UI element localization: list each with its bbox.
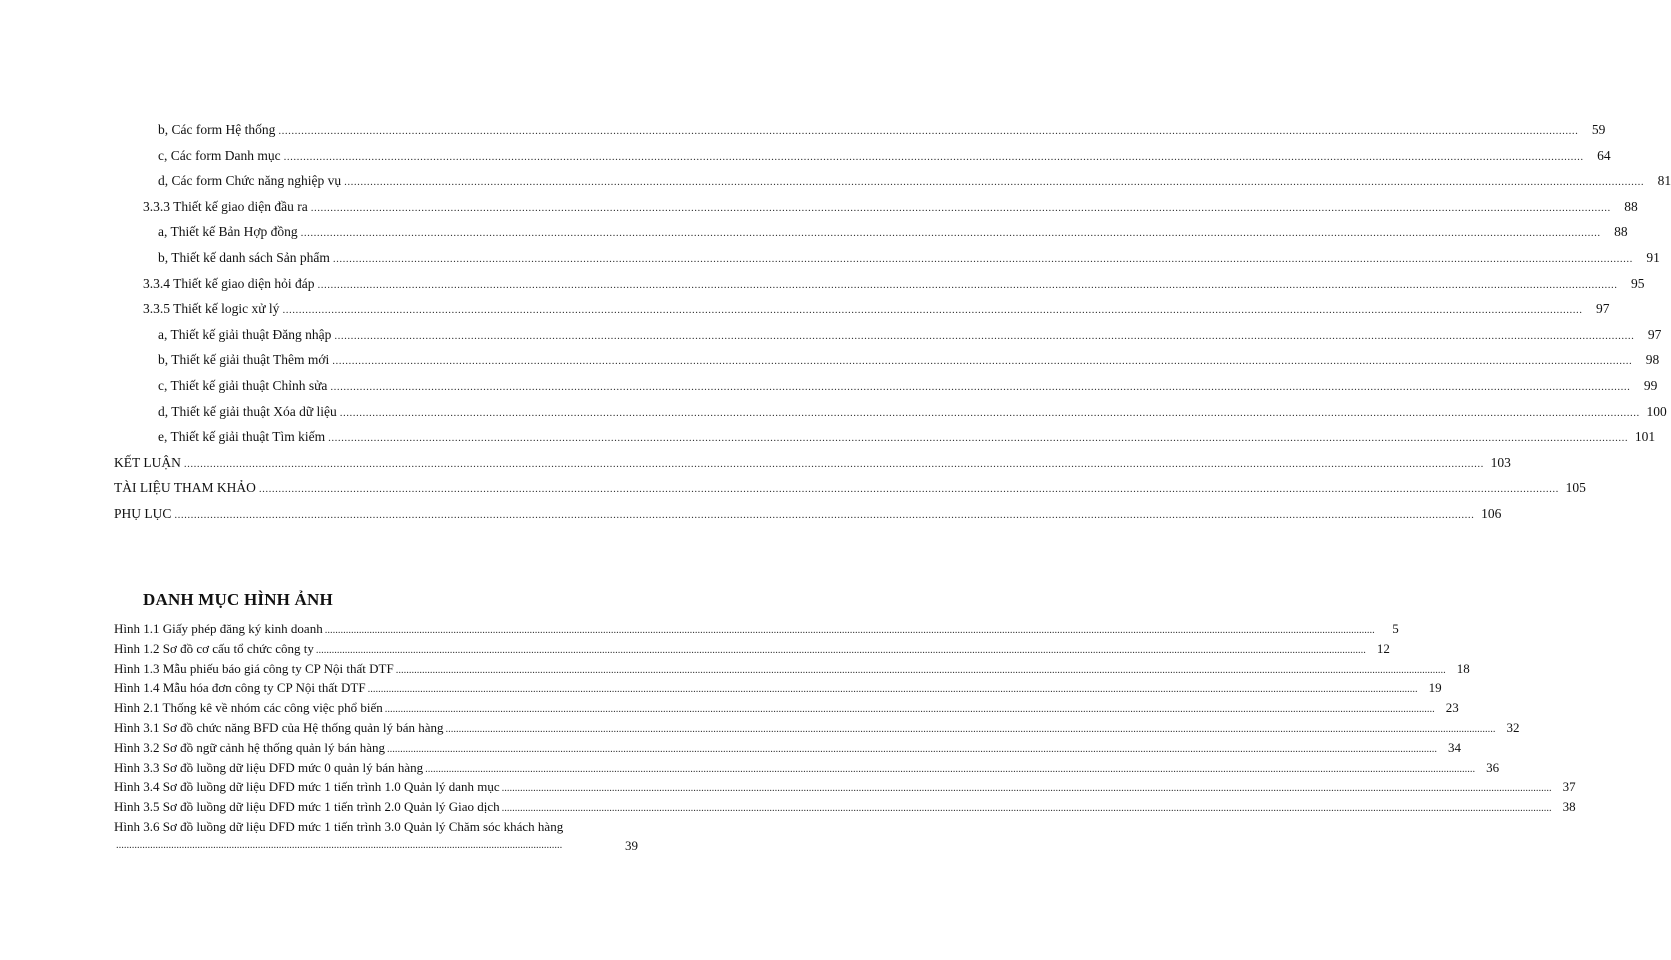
figure-entry-label: Hình 3.2 Sơ đồ ngữ cảnh hệ thống quản lý bán hàng xyxy=(114,739,385,755)
toc-entry-label: c, Thiết kế giải thuật Chỉnh sửa xyxy=(158,378,328,393)
leader-dots: ................................................................................................................................................................................................................................................................................................................................................................................................................ xyxy=(258,483,1559,496)
toc-entry-label: b, Thiết kế danh sách Sản phẩm xyxy=(158,250,330,265)
figure-entry[interactable] xyxy=(114,759,1500,779)
toc-entry-label: PHỤ LỤC xyxy=(114,506,172,521)
toc-entry-page: 100 xyxy=(1646,403,1667,419)
toc-entry[interactable] xyxy=(158,172,1671,191)
toc-entry-page: 103 xyxy=(1490,454,1511,470)
figure-entry[interactable] xyxy=(114,778,1576,798)
toc-entry-label: d, Các form Chức năng nghiệp vụ xyxy=(158,173,342,189)
figure-entry-page: 37 xyxy=(1562,779,1576,795)
toc-entry-label: e, Thiết kế giải thuật Tìm kiếm xyxy=(158,429,326,445)
toc-entry-label: a, Thiết kế Bản Hợp đồng xyxy=(158,224,298,240)
figure-entry-page: 32 xyxy=(1506,720,1520,735)
figure-entry-label: Hình 3.1 Sơ đồ chức năng BFD của Hệ thống quản lý bán hàng xyxy=(114,720,444,735)
figure-entry-label: Hình 3.6 Sơ đồ luồng dữ liệu DFD mức 1 tiến trình 3.0 Quản lý Chăm sóc khách hàng xyxy=(114,819,564,834)
leader-dots: ................................................................................................................................................................................................................................................................................................................................................................................................................ xyxy=(183,457,1484,470)
toc-entry-label: a, Thiết kế giải thuật Đăng nhập xyxy=(158,326,332,342)
figure-entry-page: 12 xyxy=(1376,640,1390,656)
toc-entry[interactable] xyxy=(158,121,1606,140)
toc-entry[interactable] xyxy=(114,454,1511,473)
figure-entry-page: 38 xyxy=(1562,799,1576,815)
figure-entry[interactable] xyxy=(114,798,1576,818)
leader-dots: ................................................................................................................................................................................................................................................................................................................................................................................................................ xyxy=(317,278,1618,291)
figure-entry-last-line2[interactable] xyxy=(114,837,638,855)
toc-entry[interactable] xyxy=(143,300,1610,319)
toc-entry[interactable] xyxy=(158,377,1658,396)
figure-entry-label: Hình 3.5 Sơ đồ luồng dữ liệu DFD mức 1 tiến trình 2.0 Quản lý Giao dịch xyxy=(114,799,500,815)
figure-entry-label: Hình 1.2 Sơ đồ cơ cấu tổ chức công ty xyxy=(114,640,314,656)
figure-entry-page: 18 xyxy=(1456,660,1470,676)
toc-entry-label: c, Các form Danh mục xyxy=(158,147,281,163)
toc-entry[interactable] xyxy=(158,147,1611,166)
figure-entry[interactable] xyxy=(114,719,1520,739)
leader-dots: ................................................................................................................................................................................................................................................................................................................................................................................................................ xyxy=(367,684,1418,696)
toc-entry-label: 3.3.5 Thiết kế logic xử lý xyxy=(143,301,280,317)
toc-entry-label: 3.3.4 Thiết kế giao diện hỏi đáp xyxy=(143,275,315,291)
toc-entry-label: KẾT LUẬN xyxy=(114,454,181,470)
leader-dots: ................................................................................................................................................................................................................................................................................................................................................................................................................ xyxy=(315,644,1366,656)
leader-dots: ................................................................................................................................................................................................................................................................................................................................................................................................................ xyxy=(344,176,1645,189)
toc-entry[interactable] xyxy=(158,223,1628,242)
toc-entry-page: 97 xyxy=(1595,301,1610,317)
figure-entry-last-line1[interactable] xyxy=(114,818,638,836)
figure-entry[interactable] xyxy=(114,660,1470,680)
toc-entry-label: TÀI LIỆU THAM KHẢO xyxy=(114,480,256,496)
figure-entry[interactable] xyxy=(114,699,1459,719)
leader-dots: ................................................................................................................................................................................................................................................................................................................................................................................................................ xyxy=(278,125,1579,137)
leader-dots: ................................................................................................................................................................................................................................................................................................................................................................................................................ xyxy=(300,227,1601,240)
leader-dots: ................................................................................................................................................................................................................................................................................................................................................................................................................ xyxy=(283,150,1584,163)
figure-entry-page: 19 xyxy=(1428,680,1442,696)
leader-dots: ................................................................................................................................................................................................................................................................................................................................................................................................................ xyxy=(334,329,1635,342)
toc-entry-page: 59 xyxy=(1591,122,1606,137)
toc-entry[interactable] xyxy=(158,249,1660,268)
figure-entry-page: 34 xyxy=(1448,739,1461,755)
toc-entry[interactable] xyxy=(143,275,1645,294)
leader-dots: ................................................................................................................................................................................................................................................................................................................................................................................................................ xyxy=(330,381,1631,393)
figure-entry-page: 5 xyxy=(1392,621,1399,636)
leader-dots: ................................................................................................................................................................................................................................................................................................................................................................................................................ xyxy=(174,509,1475,521)
leader-dots: ................................................................................................................................................................................................................................................................................................................................................................................................................ xyxy=(328,432,1629,445)
leader-dots: ................................................................................................................................................................................................................................................................................................................................................................................................................ xyxy=(282,304,1583,317)
figure-entry-label: Hình 2.1 Thống kê về nhóm các công việc phổ biến xyxy=(114,700,383,716)
toc-entry-label: 3.3.3 Thiết kế giao diện đầu ra xyxy=(143,198,308,214)
leader-dots: ................................................................................................................................................................................................................................................................................................................................................................................................................ xyxy=(332,355,1633,368)
toc-entry-page: 99 xyxy=(1643,378,1658,393)
figure-entry-page: 36 xyxy=(1486,759,1500,775)
toc-entry[interactable] xyxy=(143,198,1638,217)
figure-entry-label: Hình 1.1 Giấy phép đăng ký kinh doanh xyxy=(114,621,323,636)
figure-entry-label: Hình 1.4 Mẫu hóa đơn công ty CP Nội thất DTF xyxy=(114,680,366,696)
toc-entry-page: 98 xyxy=(1645,352,1660,368)
figure-entry-page: 23 xyxy=(1445,700,1459,716)
leader-dots: ................................................................................................................................................................................................................................................................................................................................................................................................................ xyxy=(425,763,1476,775)
toc-entry-page: 81 xyxy=(1657,173,1671,189)
toc-entry-page: 106 xyxy=(1481,506,1502,521)
figure-entry-label: Hình 3.4 Sơ đồ luồng dữ liệu DFD mức 1 tiến trình 1.0 Quản lý danh mục xyxy=(114,779,500,795)
figure-entry[interactable] xyxy=(114,679,1442,699)
leader-dots: ................................................................................................................................................................................................................................................................................................................................................................................................................ xyxy=(332,253,1633,265)
toc-entry-page: 91 xyxy=(1646,250,1660,265)
figures-list-title: DANH MỤC HÌNH ẢNH xyxy=(143,590,333,609)
toc-entry-page: 88 xyxy=(1624,198,1638,214)
leader-dots: ................................................................................................................................................................................................................................................................................................................................................................................................................ xyxy=(310,201,1611,214)
toc-entry-label: b, Thiết kế giải thuật Thêm mới xyxy=(158,352,330,368)
toc-entry[interactable] xyxy=(158,326,1662,345)
leader-dots: ................................................................................................................................................................................................................................................................................................................................................................................................................ xyxy=(395,664,1446,676)
toc-entry-page: 105 xyxy=(1565,480,1586,496)
leader-dots: ................................................................................................................................................................................................................................................................................................................................................................................................................ xyxy=(324,625,1375,636)
toc-entry[interactable] xyxy=(158,351,1660,370)
leader-dots: ................................................................................................................................................................................................................................................................................................................................................................................................................ xyxy=(387,743,1437,755)
leader-dots: .......................................................................................................................................................................... xyxy=(116,840,563,851)
toc-entry[interactable] xyxy=(114,479,1586,498)
figure-entry-page: 39 xyxy=(625,838,638,853)
figure-entry-label: Hình 1.3 Mẫu phiếu báo giá công ty CP Nội thất DTF xyxy=(114,660,394,676)
figure-entry-label: Hình 3.3 Sơ đồ luồng dữ liệu DFD mức 0 quản lý bán hàng xyxy=(114,759,424,775)
toc-entry[interactable] xyxy=(158,403,1667,422)
toc-entry-page: 97 xyxy=(1647,326,1662,342)
leader-dots: ................................................................................................................................................................................................................................................................................................................................................................................................................ xyxy=(501,803,1552,815)
toc-entry[interactable] xyxy=(158,428,1656,447)
toc-entry[interactable] xyxy=(114,505,1502,524)
toc-entry-page: 64 xyxy=(1597,147,1611,163)
leader-dots: ................................................................................................................................................................................................................................................................................................................................................................................................................ xyxy=(501,783,1552,795)
figure-entry[interactable] xyxy=(114,620,1399,640)
toc-entry-label: b, Các form Hệ thống xyxy=(158,122,276,137)
toc-entry-page: 88 xyxy=(1614,224,1628,240)
toc-entry-page: 101 xyxy=(1634,429,1656,445)
figure-entry[interactable] xyxy=(114,739,1461,759)
leader-dots: ................................................................................................................................................................................................................................................................................................................................................................................................................ xyxy=(384,704,1435,716)
toc-entry-page: 95 xyxy=(1630,275,1645,291)
leader-dots: ................................................................................................................................................................................................................................................................................................................................................................................................................ xyxy=(445,724,1496,735)
leader-dots: ................................................................................................................................................................................................................................................................................................................................................................................................................ xyxy=(339,406,1640,419)
figure-entry[interactable] xyxy=(114,640,1390,660)
toc-entry-label: d, Thiết kế giải thuật Xóa dữ liệu xyxy=(158,403,337,419)
